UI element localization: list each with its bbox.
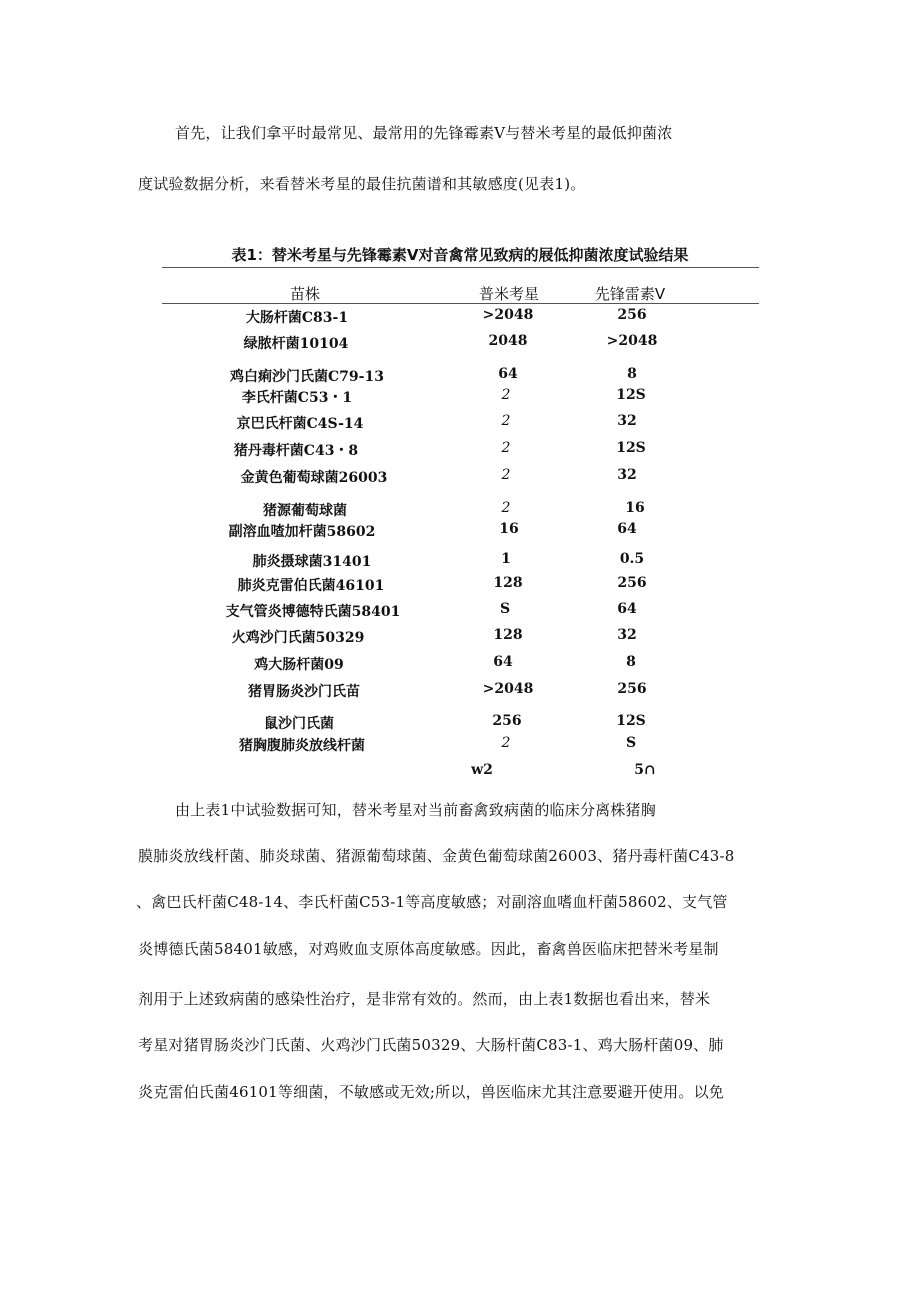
conclusion-line-1: 由上表1中试验数据可知，替米考星对当前畜禽致病菌的临床分离株猪胸 [175,801,656,819]
header-rule [162,303,759,304]
intro-line-1: 首先，让我们拿平时最常见、最常用的先锋霉素V与替米考星的最低抑菌浓 [175,124,673,142]
cephalosporin-mic: 16 [625,500,645,516]
cephalosporin-mic: 64 [617,521,637,537]
cephalosporin-mic: 32 [617,627,637,643]
footer-cephalosporin: 5∩ [634,762,656,778]
header-tilmicosin: 普米考星 [478,285,540,303]
tilmicosin-mic: 256 [492,713,522,729]
cephalosporin-mic: 256 [617,575,647,591]
tilmicosin-mic: 2 [501,440,511,456]
strain-name: 鸡大肠杆菌09 [254,657,344,673]
strain-name: 猪源葡萄球菌 [263,503,347,519]
conclusion-line-4: 炎博德氏菌58401敏感，对鸡败血支原体高度敏感。因此，畜禽兽医临床把替米考星制 [138,940,719,958]
conclusion-line-2: 膜肺炎放线杆菌、肺炎球菌、猪源葡萄球菌、金黄色葡萄球菌26003、猪丹毒杆菌C43-8 [138,847,735,865]
cephalosporin-mic: 12S [616,440,646,456]
strain-name: 金黄色葡萄球菌26003 [240,470,388,486]
cephalosporin-mic: 12S [616,713,646,729]
tilmicosin-mic: 128 [493,627,523,643]
table-title: 表1：替米考星与先锋霉素V对音禽常见致病的屐低抑菌浓度试验结果 [231,246,689,264]
strain-name: 李氏杆菌C53・1 [241,390,353,406]
cephalosporin-mic: 256 [617,681,647,697]
strain-name: 绿脓杆菌10104 [243,336,349,352]
tilmicosin-mic: 64 [493,654,513,670]
cephalosporin-mic: 256 [617,307,647,323]
conclusion-line-7: 炎克雷伯氏菌46101等细菌，不敏感或无效;所以，兽医临床尤其注意要避开使用。以免 [138,1083,724,1101]
strain-name: 鸡白痢沙门氏菌C79-13 [230,369,384,385]
conclusion-line-3: 、禽巴氏杆菌C48-14、李氏杆菌C53-1等高度敏感；对副溶血嗜血杆菌58602、支气管 [136,893,728,911]
table-top-rule [162,267,759,268]
strain-name: 鼠沙门氏菌 [264,716,334,732]
cephalosporin-mic: 32 [617,467,637,483]
strain-name: 京巴氏杆菌C4S-14 [236,416,364,432]
tilmicosin-mic: 2048 [488,333,528,349]
tilmicosin-mic: 2 [501,500,511,516]
tilmicosin-mic: 16 [499,521,519,537]
strain-name: 副溶血喳加杆菌58602 [228,524,376,540]
cephalosporin-mic: S [625,735,637,751]
strain-name: 肺炎克雷伯氏菌46101 [237,578,385,594]
cephalosporin-mic: 12S [616,387,646,403]
tilmicosin-mic: 2 [501,467,511,483]
cephalosporin-mic: 8 [627,366,637,382]
cephalosporin-mic: 32 [617,413,637,429]
strain-name: 肺炎摄球菌31401 [252,554,372,570]
conclusion-line-5: 剂用于上述致病菌的感染性治疗，是非常有效的。然而，由上表1数据也看出来，替米 [138,990,711,1008]
footer-tilmicosin: w2 [471,762,493,778]
strain-name: 猪丹毒杆菌C43・8 [233,443,359,459]
tilmicosin-mic: 64 [498,366,518,382]
strain-name: 猪胃肠炎沙门氏苗 [248,684,360,700]
cephalosporin-mic: 0.5 [619,551,645,567]
cephalosporin-mic: 64 [617,601,637,617]
header-strain: 苗株 [289,285,321,303]
conclusion-line-6: 考星对猪胃肠炎沙门氏菌、火鸡沙门氏菌50329、大肠杆菌C83-1、鸡大肠杆菌09、肺 [138,1036,724,1054]
tilmicosin-mic: 2 [501,413,511,429]
tilmicosin-mic: 128 [493,575,523,591]
tilmicosin-mic: >2048 [482,681,534,697]
header-cephalosporin: 先锋雷素V [594,285,666,303]
tilmicosin-mic: S [499,601,511,617]
cephalosporin-mic: 8 [626,654,636,670]
tilmicosin-mic: >2048 [482,307,534,323]
strain-name: 支气管炎博德特氏菌58401 [225,604,401,620]
tilmicosin-mic: 2 [501,735,511,751]
strain-name: 猪胸腹肺炎放线杆菌 [239,738,365,754]
cephalosporin-mic: >2048 [606,333,658,349]
strain-name: 火鸡沙门氏菌50329 [231,630,365,646]
tilmicosin-mic: 1 [501,551,511,567]
intro-line-2: 度试验数据分析，来看替米考星的最佳抗菌谱和其敏感度(见表1)。 [138,175,586,193]
strain-name: 大肠杆菌C83-1 [245,310,349,326]
tilmicosin-mic: 2 [501,387,511,403]
